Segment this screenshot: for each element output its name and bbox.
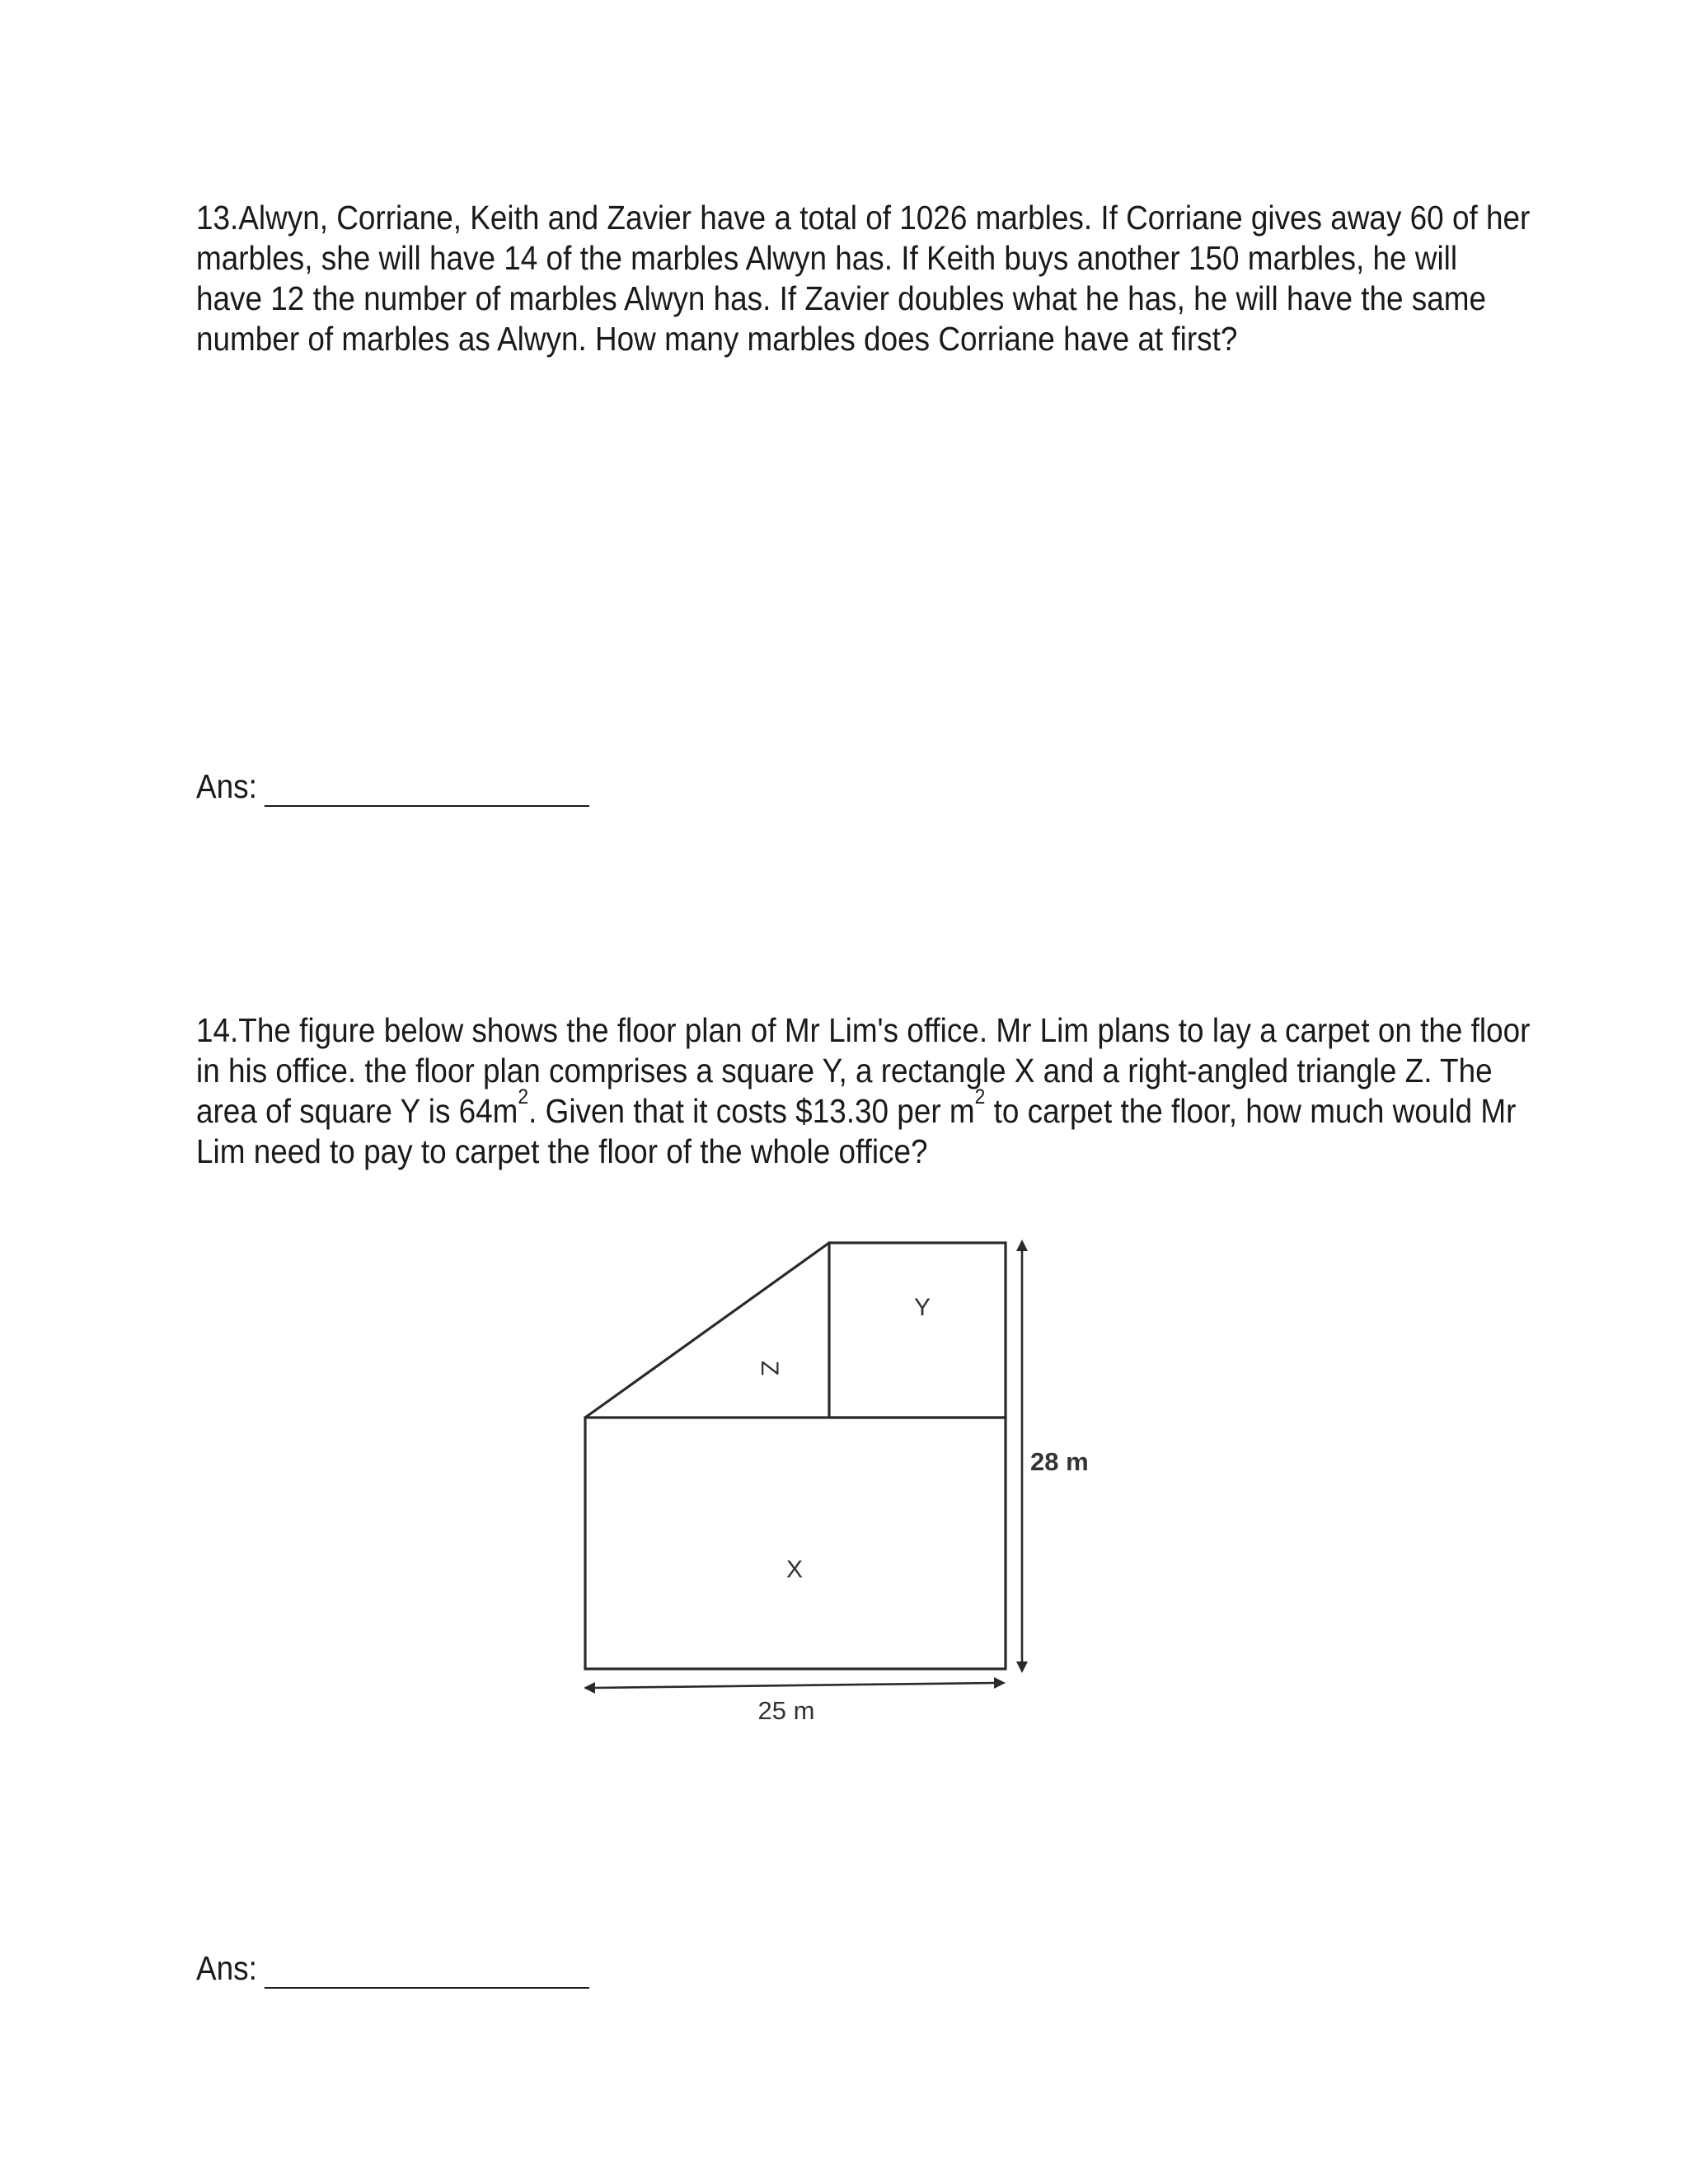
label-x: X	[785, 1556, 804, 1583]
floor-plan-figure	[560, 1220, 1121, 1731]
question-13-text	[196, 198, 1531, 359]
question-14-text-segment: area of square Y is 64m	[196, 1092, 518, 1130]
answer-label: Ans:	[196, 767, 257, 805]
width-label: 25 m	[757, 1696, 815, 1725]
answer-label: Ans:	[196, 1949, 257, 1987]
rectangle-x	[585, 1418, 1006, 1669]
question-14-text-segment: . Given that it costs $13.30 per m	[528, 1092, 975, 1130]
answer-blank-line[interactable]	[265, 774, 589, 807]
triangle-z-hypotenuse	[585, 1243, 829, 1418]
height-label: 28 m	[1030, 1447, 1089, 1476]
superscript: 2	[518, 1085, 529, 1109]
question-13-line: 13.Alwyn, Corriane, Keith and Zavier have a total of 1026 marbles. If Corriane gives away 60 of her	[196, 199, 1531, 237]
question-13-line: number of marbles as Alwyn. How many marbles does Corriane have at first?	[196, 320, 1238, 358]
question-14-answer	[196, 1948, 589, 1989]
question-13-answer	[196, 766, 589, 807]
question-14-line	[196, 1085, 1524, 1132]
width-dimension-arrow	[584, 1677, 1006, 1694]
height-dimension-arrow	[1016, 1240, 1028, 1673]
question-14-line: Lim need to pay to carpet the floor of the whole office?	[196, 1132, 928, 1170]
superscript: 2	[974, 1085, 986, 1109]
question-14-text-segment: to carpet the floor, how much would Mr	[985, 1092, 1517, 1130]
question-14-text	[196, 1010, 1531, 1172]
label-y: Y	[913, 1294, 931, 1321]
square-y	[829, 1243, 1006, 1418]
question-14-line: in his office. the floor plan comprises a square Y, a rectangle X and a right-angled triangle Z. The	[196, 1052, 1493, 1090]
question-14-line: 14.The figure below shows the floor plan of Mr Lim's office. Mr Lim plans to lay a carpet on the floor	[196, 1011, 1531, 1049]
label-z: Z	[756, 1360, 783, 1376]
answer-blank-line[interactable]	[265, 1956, 589, 1989]
question-13-line: marbles, she will have 14 of the marbles Alwyn has. If Keith buys another 150 marbles, he will	[196, 239, 1458, 277]
question-13-line: have 12 the number of marbles Alwyn has. If Zavier doubles what he has, he will have the same	[196, 279, 1487, 317]
